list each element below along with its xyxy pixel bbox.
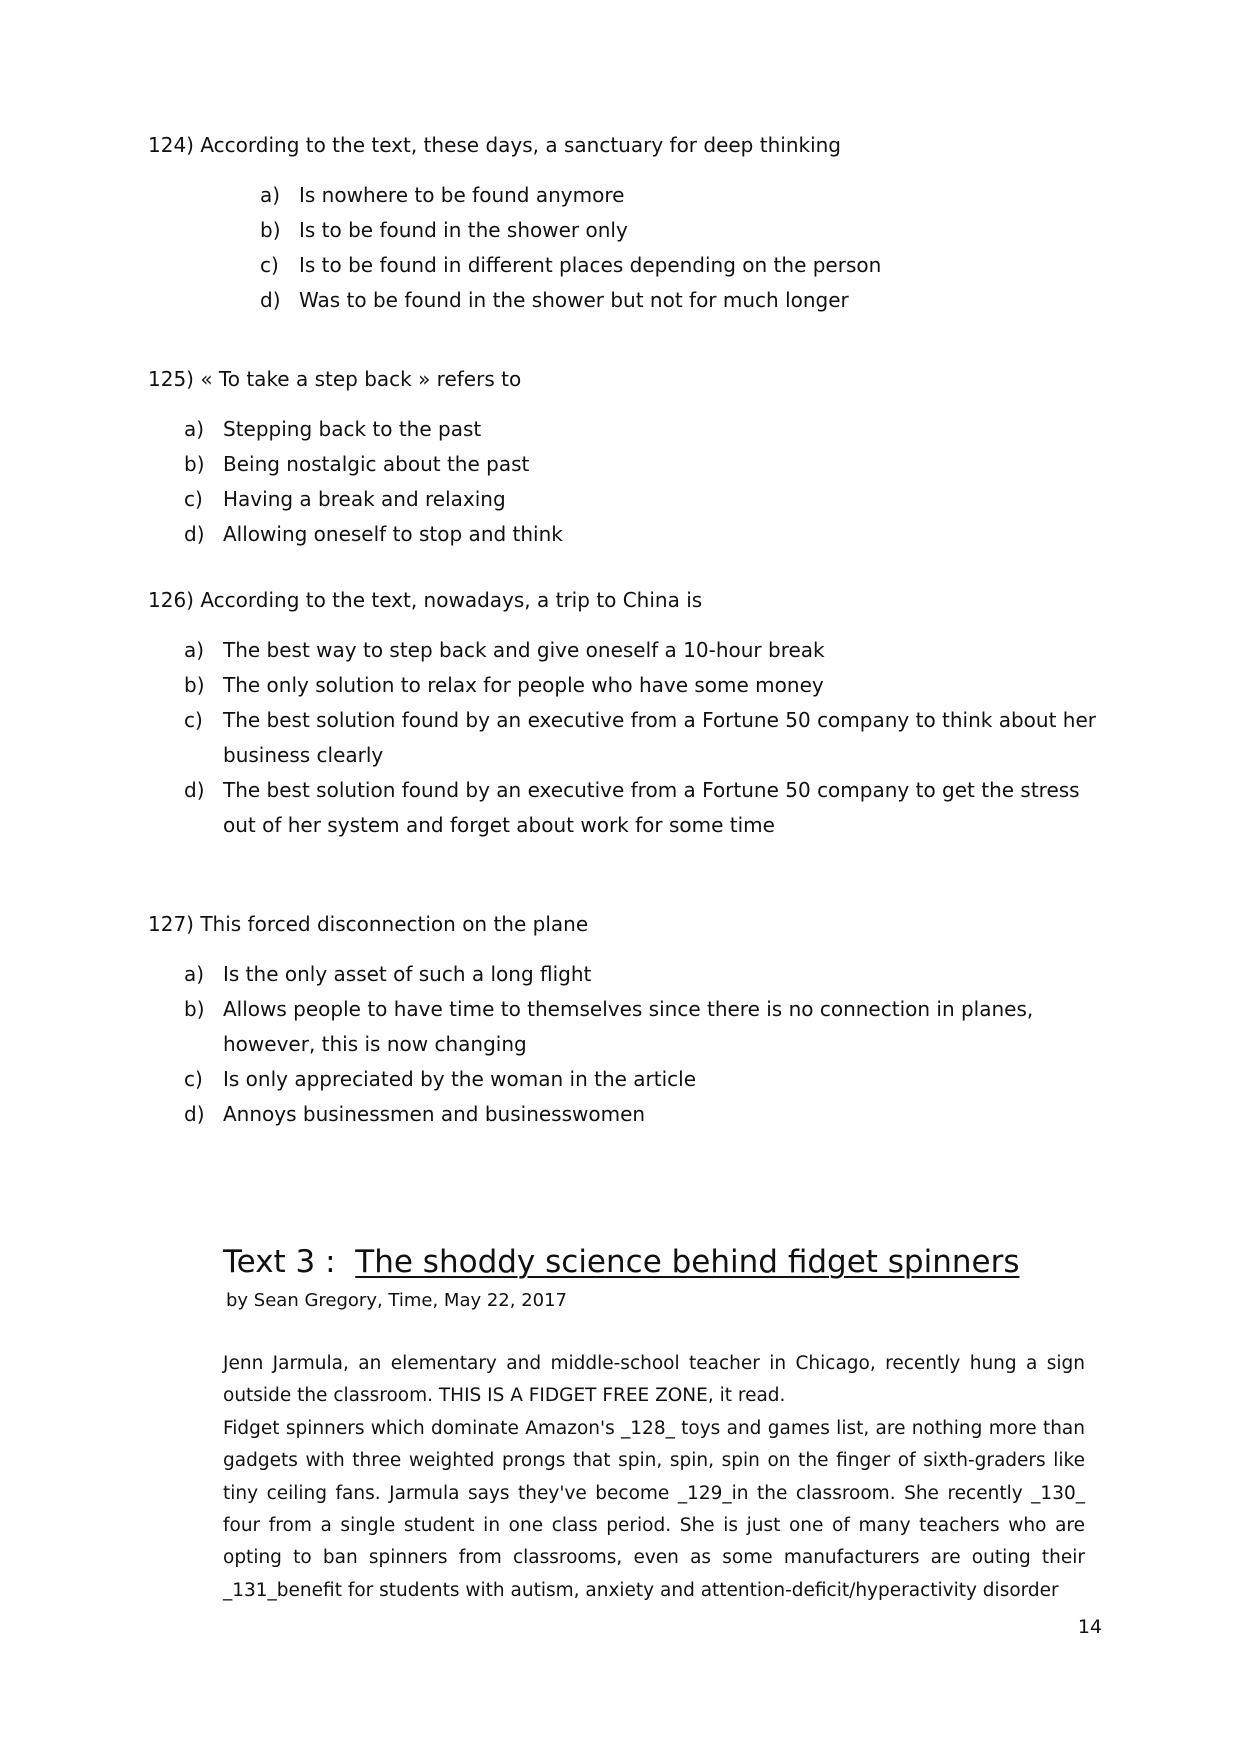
text3-heading [223,1238,1123,1286]
option-letter: b) [260,218,281,242]
option-letter: a) [184,638,205,662]
option-b [184,992,1104,1062]
article-paragraph: Fidget spinners which dominate Amazon's _128_ toys and games list, are nothing more than gadgets with three weighted prongs that spin, spin, spin on the finger of sixth-graders like tiny ceiling fans. Jarmula says they've become _129_in the classroom. She recently _130_ four from a single student in one class period. She is just one of many teachers who are opting to ban spinners from classrooms, even as some manufacturers are outing their _131_benefit for students with autism, anxiety and attention-deficit/hyperactivity disorder [223,1417,1085,1601]
text3-byline: by Sean Gregory, Time, May 22, 2017 [226,1290,568,1311]
option-text: Was to be found in the shower but not for much longer [299,288,849,312]
option-a [184,957,1104,992]
question-126-stem: 126) According to the text, nowadays, a trip to China is [148,588,703,612]
question-124-options [260,178,1080,318]
option-d [184,1097,1104,1132]
option-text: Is only appreciated by the woman in the article [223,1067,697,1091]
question-127-stem: 127) This forced disconnection on the plane [148,912,589,936]
option-b [260,213,1080,248]
option-text: The only solution to relax for people who have some money [223,673,824,697]
option-letter: a) [184,962,205,986]
question-125-stem: 125) « To take a step back » refers to [148,367,522,391]
option-d [184,517,1104,552]
option-b [184,668,1104,703]
question-125-options [184,412,1104,552]
option-text: Is to be found in the shower only [299,218,628,242]
text3-article [223,1348,1085,1607]
option-text: Is the only asset of such a long flight [223,962,592,986]
option-c [184,703,1104,773]
option-text: The best solution found by an executive from a Fortune 50 company to get the stress out of her system and forget about work for some time [223,778,1080,837]
article-paragraph: Jenn Jarmula, an elementary and middle-school teacher in Chicago, recently hung a sign outside the classroom. THIS IS A FIDGET FREE ZONE, it read. [223,1353,1085,1407]
option-letter: b) [184,673,205,697]
text3-title: The shoddy science behind fidget spinners [355,1244,1020,1280]
option-a [260,178,1080,213]
option-text: Is to be found in different places depending on the person [299,253,882,277]
option-letter: d) [184,1102,205,1126]
option-letter: d) [184,778,205,802]
option-text: Allows people to have time to themselves since there is no connection in planes, however, this is now changing [223,997,1034,1056]
option-b [184,447,1104,482]
option-text: The best way to step back and give oneself a 10-hour break [223,638,825,662]
option-letter: d) [260,288,281,312]
option-c [184,482,1104,517]
option-letter: a) [184,417,205,441]
option-letter: b) [184,997,205,1021]
option-letter: a) [260,183,281,207]
option-d [184,773,1104,843]
option-letter: c) [184,708,203,732]
page-number: 14 [1077,1616,1102,1638]
option-letter: c) [184,1067,203,1091]
option-text: The best solution found by an executive from a Fortune 50 company to think about her business clearly [223,708,1096,767]
option-text: Being nostalgic about the past [223,452,530,476]
option-letter: d) [184,522,205,546]
option-letter: c) [260,253,279,277]
option-a [184,412,1104,447]
option-letter: b) [184,452,205,476]
option-text: Allowing oneself to stop and think [223,522,563,546]
option-text: Stepping back to the past [223,417,482,441]
option-letter: c) [184,487,203,511]
option-c [184,1062,1104,1097]
option-d [260,283,1080,318]
question-124-stem: 124) According to the text, these days, a sanctuary for deep thinking [148,133,841,157]
question-127-options [184,957,1104,1132]
option-text: Having a break and relaxing [223,487,506,511]
option-text: Annoys businessmen and businesswomen [223,1102,646,1126]
text3-label: Text 3 : [223,1244,336,1280]
question-126-options [184,633,1104,843]
option-c [260,248,1080,283]
option-text: Is nowhere to be found anymore [299,183,625,207]
option-a [184,633,1104,668]
